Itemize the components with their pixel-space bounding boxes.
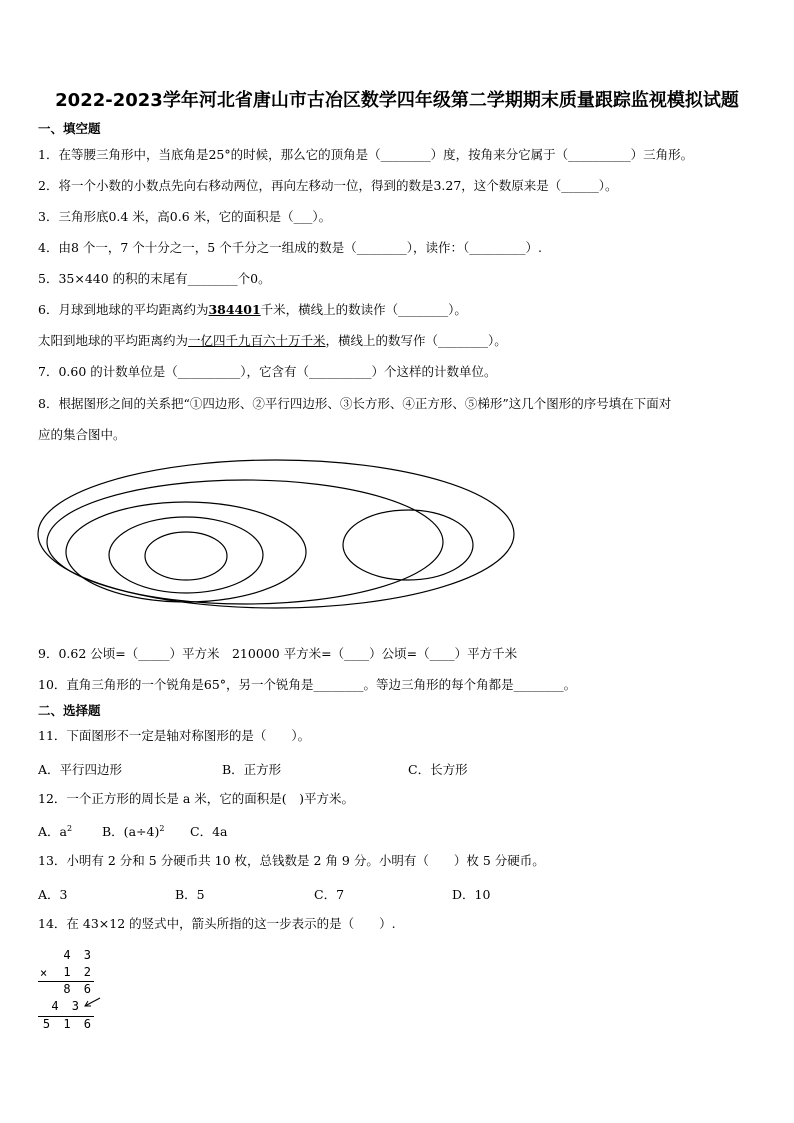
question-6b-number: 一亿四千九百六十万千米 (188, 333, 326, 348)
question-6b-post: ，横线上的数写作（________）。 (325, 333, 507, 348)
vertical-row-5: 5 1 6 (42, 1017, 94, 1031)
vertical-row-4: 4 3 (51, 999, 82, 1013)
q13-option-b: B．5 (175, 887, 205, 902)
question-8-line1: 8．根据图形之间的关系把“①四边形、②平行四边形、③长方形、④正方形、⑤梯形”这几个图形的序号填在下面对 (38, 396, 672, 411)
set-ellipse-inner (145, 532, 227, 580)
question-6a (38, 302, 467, 318)
question-2: 2．将一个小数的小数点先向右移动两位，再向左移动一位，得到的数是3.27，这个数原来是（______）。 (38, 178, 618, 193)
q11-option-b: B．正方形 (222, 762, 282, 777)
question-11: 11．下面图形不一定是轴对称图形的是（ ）。 (38, 728, 311, 743)
q11-option-a: A．平行四边形 (38, 762, 123, 777)
arrow-icon (82, 996, 102, 1010)
question-5: 5．35×440 的积的末尾有________个0。 (38, 271, 271, 286)
question-6b (38, 333, 507, 349)
q12-option-a (38, 822, 72, 840)
set-ellipse-small (109, 517, 263, 593)
q13-option-d: D．10 (452, 887, 491, 902)
q12-option-a-sup: 2 (66, 823, 73, 833)
section-multiple-choice: 二、选择题 (38, 703, 101, 718)
question-6a-number: 384401 (208, 302, 261, 317)
q12-option-c: C．4a (190, 824, 228, 839)
q12-option-b (102, 822, 164, 840)
question-6a-pre: 6．月球到地球的平均距离约为 (38, 302, 209, 317)
q12-option-b-sup: 2 (159, 823, 165, 833)
section-fill-blank: 一、填空题 (38, 121, 101, 136)
set-ellipse-right (343, 510, 473, 580)
question-10: 10．直角三角形的一个锐角是65°，另一个锐角是________。等边三角形的每个角都是________。 (38, 677, 577, 692)
q11-option-c: C．长方形 (408, 762, 468, 777)
vertical-row-1: 4 3 (63, 948, 94, 962)
question-8-line2: 应的集合图中。 (38, 427, 126, 442)
q13-option-a: A．3 (38, 887, 68, 902)
q12-option-a-text: A．a (38, 824, 67, 839)
vertical-multiplication (36, 946, 106, 1036)
times-sign: × (40, 966, 48, 980)
vertical-row-2: 1 2 (63, 965, 94, 979)
set-diagram (30, 452, 530, 622)
vertical-row-3: 8 6 (63, 982, 94, 996)
q13-option-c: C．7 (314, 887, 345, 902)
q12-option-b-text: B．(a÷4) (102, 824, 160, 839)
page-title: 2022-2023学年河北省唐山市古冶区数学四年级第二学期期末质量跟踪监视模拟试题 (55, 90, 739, 111)
question-13: 13．小明有 2 分和 5 分硬币共 10 枚，总钱数是 2 角 9 分。小明有（ ）枚 5 分硬币。 (38, 853, 545, 868)
set-ellipse-outer (38, 460, 514, 608)
question-9: 9．0.62 公顷=（_____）平方米 210000 平方米=（____）公顷=（____）平方千米 (38, 646, 518, 661)
question-3: 3．三角形底0.4 米，高0.6 米，它的面积是（___）。 (38, 209, 332, 224)
question-6b-pre: 太阳到地球的平均距离约为 (38, 333, 189, 348)
question-1: 1．在等腰三角形中，当底角是25°的时候，那么它的顶角是（________）度，按角来分它属于（__________）三角形。 (38, 147, 694, 162)
question-14: 14．在 43×12 的竖式中，箭头所指的这一步表示的是（ ）. (38, 916, 396, 931)
question-4: 4．由8 个一，7 个十分之一，5 个千分之一组成的数是（________），读作：（_________）. (38, 240, 542, 255)
question-7: 7．0.60 的计数单位是（__________），它含有（__________）个这样的计数单位。 (38, 364, 497, 379)
question-6a-post: 千米，横线上的数读作（________）。 (260, 302, 467, 317)
question-12: 12．一个正方形的周长是 a 米，它的面积是( )平方米。 (38, 791, 355, 806)
